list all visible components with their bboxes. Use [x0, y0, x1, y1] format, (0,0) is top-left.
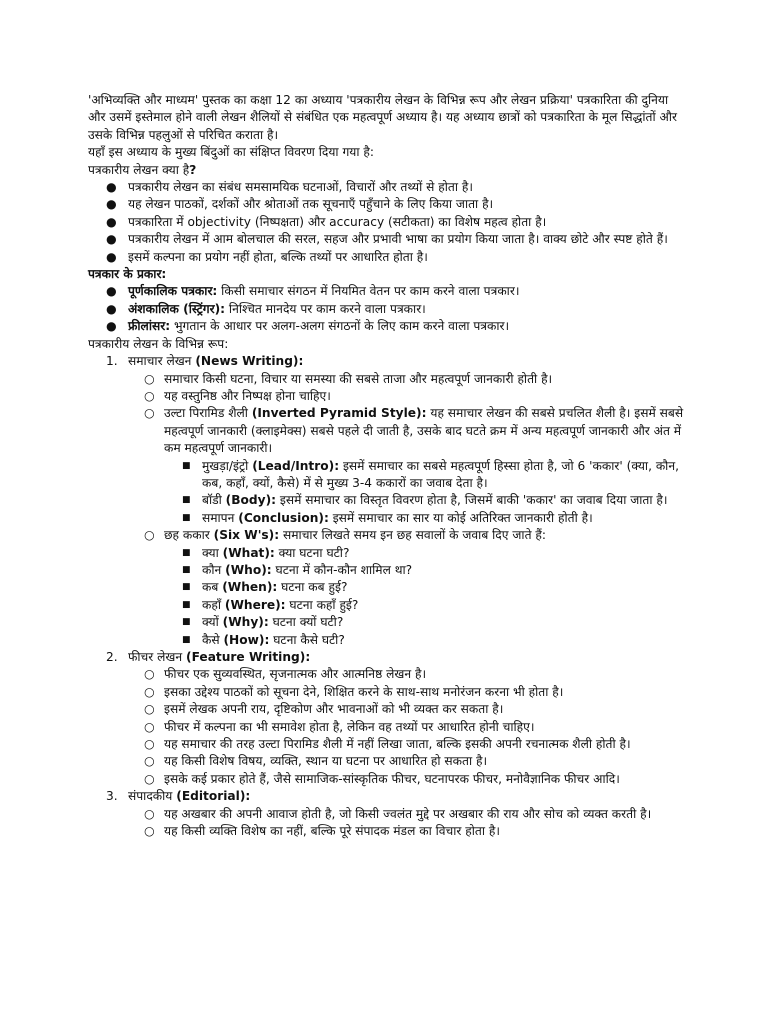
section-heading-journalist-types	[88, 266, 688, 283]
term: कौन	[202, 562, 226, 577]
term: पूर्णकालिक पत्रकार:	[128, 284, 218, 299]
circle-bullet-icon: ○	[144, 719, 155, 734]
circle-bullet-icon: ○	[144, 528, 155, 543]
definition: भुगतान के आधार पर अलग-अलग संगठनों के लिए काम करने वाला पत्रकार।	[170, 319, 510, 334]
item-title: फीचर लेखन	[128, 650, 187, 664]
list-item-text: फीचर एक सुव्यवस्थित, सृजनात्मक और आत्मनिष्ठ लेखन है।	[164, 667, 427, 682]
list-item-text: यह किसी व्यक्ति विशेष का नहीं, बल्कि पूरे संपादक मंडल का विचार होता है।	[164, 824, 500, 839]
definition: घटना में कौन-कौन शामिल था?	[271, 562, 413, 577]
what-is-list	[88, 179, 688, 266]
bullet-icon: ●	[106, 214, 117, 229]
definition: क्या घटना घटी?	[274, 545, 350, 560]
list-item-inverted-pyramid	[144, 405, 688, 527]
list-item-text: इसका उद्देश्य पाठकों को सूचना देने, शिक्षित करने के साथ-साथ मनोरंजन करना भी होता है।	[164, 684, 564, 699]
list-item	[144, 806, 688, 823]
list-item-text: फीचर में कल्पना का भी समावेश होता है, लेकिन वह तथ्यों पर आधारित होनी चाहिए।	[164, 719, 535, 734]
term-en: (Who):	[225, 562, 272, 577]
list-item-text: यह अखबार की अपनी आवाज होती है, जो किसी ज्वलंत मुद्दे पर अखबार की राय और सोच को व्यक्त करती है।	[164, 806, 652, 821]
bullet-icon: ●	[106, 197, 117, 212]
list-number: 3.	[106, 789, 118, 804]
circle-bullet-icon: ○	[144, 824, 155, 839]
circle-bullet-icon: ○	[144, 388, 155, 403]
heading-text: पत्रकार के प्रकार:	[88, 267, 167, 282]
circle-bullet-icon: ○	[144, 754, 155, 769]
term-en: (Lead/Intro):	[252, 458, 340, 473]
list-item	[106, 231, 688, 248]
list-item	[144, 753, 688, 770]
item-title-en: (Feature Writing):	[186, 650, 311, 664]
term-en: (How):	[223, 632, 270, 647]
list-item	[144, 388, 688, 405]
square-bullet-icon: ■	[182, 495, 191, 506]
square-bullet-icon: ■	[182, 547, 191, 558]
item-title: संपादकीय	[128, 789, 177, 804]
circle-bullet-icon: ○	[144, 806, 155, 821]
definition: निश्चित मानदेय पर काम करने वाला पत्रकार।	[225, 301, 426, 316]
list-item	[182, 562, 688, 579]
bullet-icon: ●	[106, 249, 117, 264]
term: अंशकालिक (स्ट्रिंगर):	[128, 301, 226, 316]
circle-bullet-icon: ○	[144, 667, 155, 682]
list-item-text: यह समाचार की तरह उल्टा पिरामिड शैली में नहीं लिखा जाता, बल्कि इसकी अपनी रचनात्मक शैली होती है।	[164, 737, 631, 752]
term-en: (Where):	[224, 597, 286, 612]
definition: घटना क्यों घटी?	[268, 615, 344, 630]
term-en: (Conclusion):	[238, 510, 329, 525]
term: क्यों	[202, 615, 223, 630]
bullet-icon: ●	[106, 232, 117, 247]
list-item	[182, 632, 688, 649]
circle-bullet-icon: ○	[144, 406, 155, 421]
section-heading-what-is	[88, 162, 688, 179]
term: समापन	[202, 510, 239, 525]
list-item	[144, 666, 688, 683]
list-item	[106, 214, 688, 231]
square-bullet-icon: ■	[182, 599, 191, 610]
term: फ्रीलांसर:	[128, 319, 171, 334]
term-en: (What):	[222, 545, 275, 560]
journalist-types-list	[88, 283, 688, 335]
list-item	[144, 684, 688, 701]
list-item	[182, 614, 688, 631]
list-item	[106, 179, 688, 196]
bullet-icon: ●	[106, 319, 117, 334]
term-en: (Inverted Pyramid Style):	[251, 406, 427, 421]
square-bullet-icon: ■	[182, 634, 191, 645]
list-number: 1.	[106, 354, 118, 369]
circle-bullet-icon: ○	[144, 702, 155, 717]
term: बॉडी	[202, 493, 226, 508]
heading-text: पत्रकारीय लेखन क्या है	[88, 162, 190, 177]
term: क्या	[202, 545, 223, 560]
list-item	[106, 283, 688, 300]
circle-bullet-icon: ○	[144, 737, 155, 752]
definition: इसमें समाचार का सबसे महत्वपूर्ण हिस्सा होता है, जो 6 'ककार' (क्या, कौन, कब, कहाँ, क्यों, कैसे) में से मुख्य 3-4 ककारों का जवाब देता है।	[202, 458, 679, 490]
list-item	[182, 458, 688, 493]
definition: इसमें समाचार का विस्तृत विवरण होता है, जिसमें बाकी 'ककार' का जवाब दिया जाता है।	[276, 493, 668, 508]
square-bullet-icon: ■	[182, 617, 191, 628]
list-item-news-writing	[106, 353, 688, 649]
circle-bullet-icon: ○	[144, 684, 155, 699]
list-item-editorial	[106, 788, 688, 840]
intro-summary-line: यहाँ इस अध्याय के मुख्य बिंदुओं का संक्षिप्त विवरण दिया गया है:	[88, 145, 374, 160]
editorial-points	[128, 806, 688, 841]
list-item	[106, 196, 688, 213]
list-number: 2.	[106, 650, 118, 664]
circle-bullet-icon: ○	[144, 371, 155, 386]
news-points	[128, 371, 688, 650]
list-item-text: पत्रकारिता में objectivity (निष्पक्षता) और accuracy (सटीकता) का विशेष महत्व होता है।	[128, 214, 547, 229]
list-item	[144, 823, 688, 840]
list-item-text: यह किसी विशेष विषय, व्यक्ति, स्थान या घटना पर आधारित हो सकता है।	[164, 754, 488, 769]
term: छह ककार	[164, 528, 214, 543]
square-bullet-icon: ■	[182, 564, 191, 575]
list-item	[182, 510, 688, 527]
six-ws-parts	[164, 545, 688, 649]
item-title-en: (Editorial):	[176, 789, 251, 804]
pyramid-parts	[164, 458, 688, 528]
intro-paragraph: 'अभिव्यक्ति और माध्यम' पुस्तक का कक्षा 12 का अध्याय 'पत्रकारीय लेखन के विभिन्न रूप और लेखन प्रक्रिया' पत्रकारिता की दुनिया और उसमें इस्तेमाल होने वाली लेखन शैलियों से संबंधित एक महत्वपूर्ण अध्याय है। यह अध्याय छात्रों को पत्रकारिता के मूल सिद्धांतों और उसके विभिन्न पहलुओं से परिचित कराता है।	[88, 93, 677, 142]
definition: यह समाचार लेखन की सबसे प्रचलित शैली है। इसमें सबसे महत्वपूर्ण जानकारी (क्लाइमेक्स) सबसे पहले दी जाती है, उसके बाद घटते क्रम में अन्य महत्वपूर्ण जानकारी और अंत में कम महत्वपूर्ण जानकारी।	[164, 406, 684, 456]
list-item-text: पत्रकारीय लेखन का संबंध समसामयिक घटनाओं, विचारों और तथ्यों से होता है।	[128, 180, 473, 195]
feature-points	[128, 666, 688, 788]
circle-bullet-icon: ○	[144, 771, 155, 786]
list-item	[182, 545, 688, 562]
list-item-text: समाचार किसी घटना, विचार या समस्या की सबसे ताजा और महत्वपूर्ण जानकारी होती है।	[164, 371, 553, 386]
bullet-icon: ●	[106, 301, 117, 316]
definition: घटना कब हुई?	[277, 580, 348, 595]
list-item	[144, 719, 688, 736]
definition: समाचार लिखते समय इन छह सवालों के जवाब दिए जाते हैं:	[279, 528, 546, 543]
heading-qmark: ?	[189, 162, 197, 177]
list-item	[182, 579, 688, 596]
term: उल्टा पिरामिड शैली	[164, 406, 252, 421]
bullet-icon: ●	[106, 284, 117, 299]
definition: घटना कहाँ हुई?	[285, 597, 359, 612]
term: कैसे	[202, 632, 224, 647]
list-item-text: इसके कई प्रकार होते हैं, जैसे सामाजिक-सांस्कृतिक फीचर, घटनापरक फीचर, मनोवैज्ञानिक फीचर आदि।	[164, 771, 620, 786]
list-item-text: यह वस्तुनिष्ठ और निष्पक्ष होना चाहिए।	[164, 388, 331, 403]
term-en: (When):	[222, 580, 278, 595]
square-bullet-icon: ■	[182, 582, 191, 593]
list-item	[106, 249, 688, 266]
list-item-text: इसमें कल्पना का प्रयोग नहीं होता, बल्कि तथ्यों पर आधारित होता है।	[128, 249, 428, 264]
list-item-feature-writing	[106, 649, 688, 788]
bullet-icon: ●	[106, 180, 117, 195]
list-item	[182, 492, 688, 509]
list-item-text: यह लेखन पाठकों, दर्शकों और श्रोताओं तक सूचनाएँ पहुँचाने के लिए किया जाता है।	[128, 197, 494, 212]
list-item	[182, 597, 688, 614]
item-title: समाचार लेखन	[128, 354, 196, 369]
list-item	[144, 736, 688, 753]
term-en: (Why):	[222, 615, 269, 630]
square-bullet-icon: ■	[182, 460, 191, 471]
definition: किसी समाचार संगठन में नियमित वेतन पर काम करने वाला पत्रकार।	[217, 284, 520, 299]
item-title-en: (News Writing):	[195, 354, 304, 369]
square-bullet-icon: ■	[182, 512, 191, 523]
list-item	[106, 318, 688, 335]
list-item	[144, 701, 688, 718]
list-item	[106, 301, 688, 318]
definition: घटना कैसे घटी?	[269, 632, 345, 647]
definition: इसमें समाचार का सार या कोई अतिरिक्त जानकारी होती है।	[328, 510, 593, 525]
term: मुखड़ा/इंट्रो	[202, 458, 253, 473]
term-en: (Six W's):	[213, 528, 280, 543]
list-item-text: पत्रकारीय लेखन में आम बोलचाल की सरल, सहज और प्रभावी भाषा का प्रयोग किया जाता है। वाक्य छोटे और स्पष्ट होते हैं।	[128, 232, 668, 247]
list-item	[144, 771, 688, 788]
list-item-six-ws	[144, 527, 688, 649]
term: कहाँ	[202, 597, 225, 612]
section-heading-forms: पत्रकारीय लेखन के विभिन्न रूप:	[88, 336, 229, 351]
term-en: (Body):	[225, 493, 277, 508]
list-item	[144, 371, 688, 388]
list-item-text: इसमें लेखक अपनी राय, दृष्टिकोण और भावनाओं को भी व्यक्त कर सकता है।	[164, 702, 504, 717]
term: कब	[202, 580, 223, 595]
forms-list	[88, 353, 688, 840]
